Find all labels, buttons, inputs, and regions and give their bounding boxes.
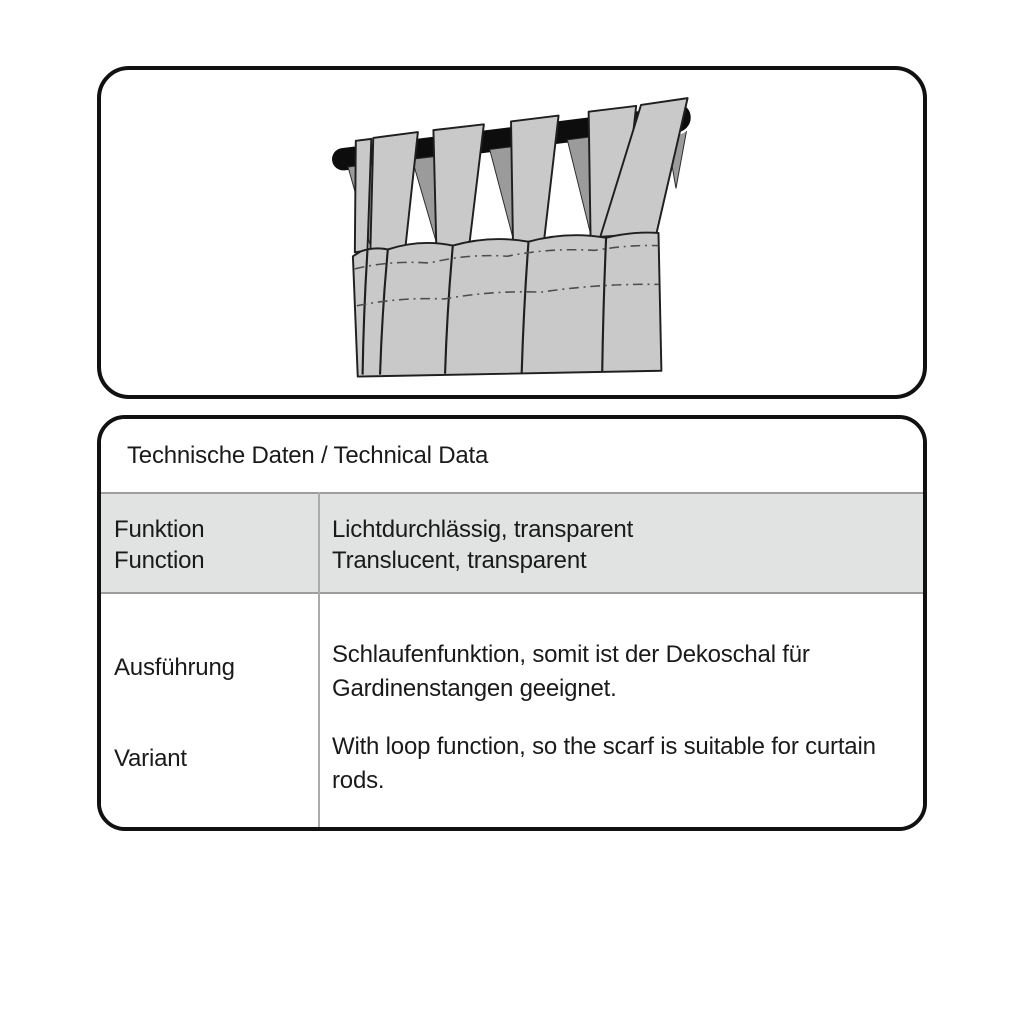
- table-column-divider: [318, 492, 320, 827]
- curtain-tab: [511, 116, 559, 243]
- curtain-tabs: [355, 98, 688, 252]
- table-row-funktion: [101, 492, 923, 594]
- curtain-body: [353, 233, 662, 377]
- row-ausfuehrung-values: [318, 594, 923, 827]
- curtain-tab: [370, 132, 418, 250]
- table-title: Technische Daten / Technical Data: [101, 419, 923, 492]
- table-row-ausfuehrung: [101, 594, 923, 827]
- curtain-illustration: [101, 70, 923, 395]
- row-ausfuehrung-value-en: With loop function, so the scarf is suitable for curtain rods.: [332, 733, 876, 794]
- technical-data-panel: [97, 415, 927, 831]
- row-funktion-label: Funktion Function: [114, 516, 205, 574]
- row-ausfuehrung-value-de: Schlaufenfunktion, somit ist der Dekoschal für Gardinenstangen geeignet.: [332, 641, 810, 702]
- row-ausfuehrung-labels: [101, 594, 318, 827]
- row-ausfuehrung-label-en: Variant: [114, 745, 187, 772]
- curtain-tab: [433, 124, 483, 246]
- illustration-panel: [97, 66, 927, 399]
- row-ausfuehrung-label-de: Ausführung: [114, 654, 235, 681]
- row-funktion-value: Lichtdurchlässig, transparent Translucent, transparent: [332, 516, 634, 574]
- curtain-tab: [355, 139, 371, 253]
